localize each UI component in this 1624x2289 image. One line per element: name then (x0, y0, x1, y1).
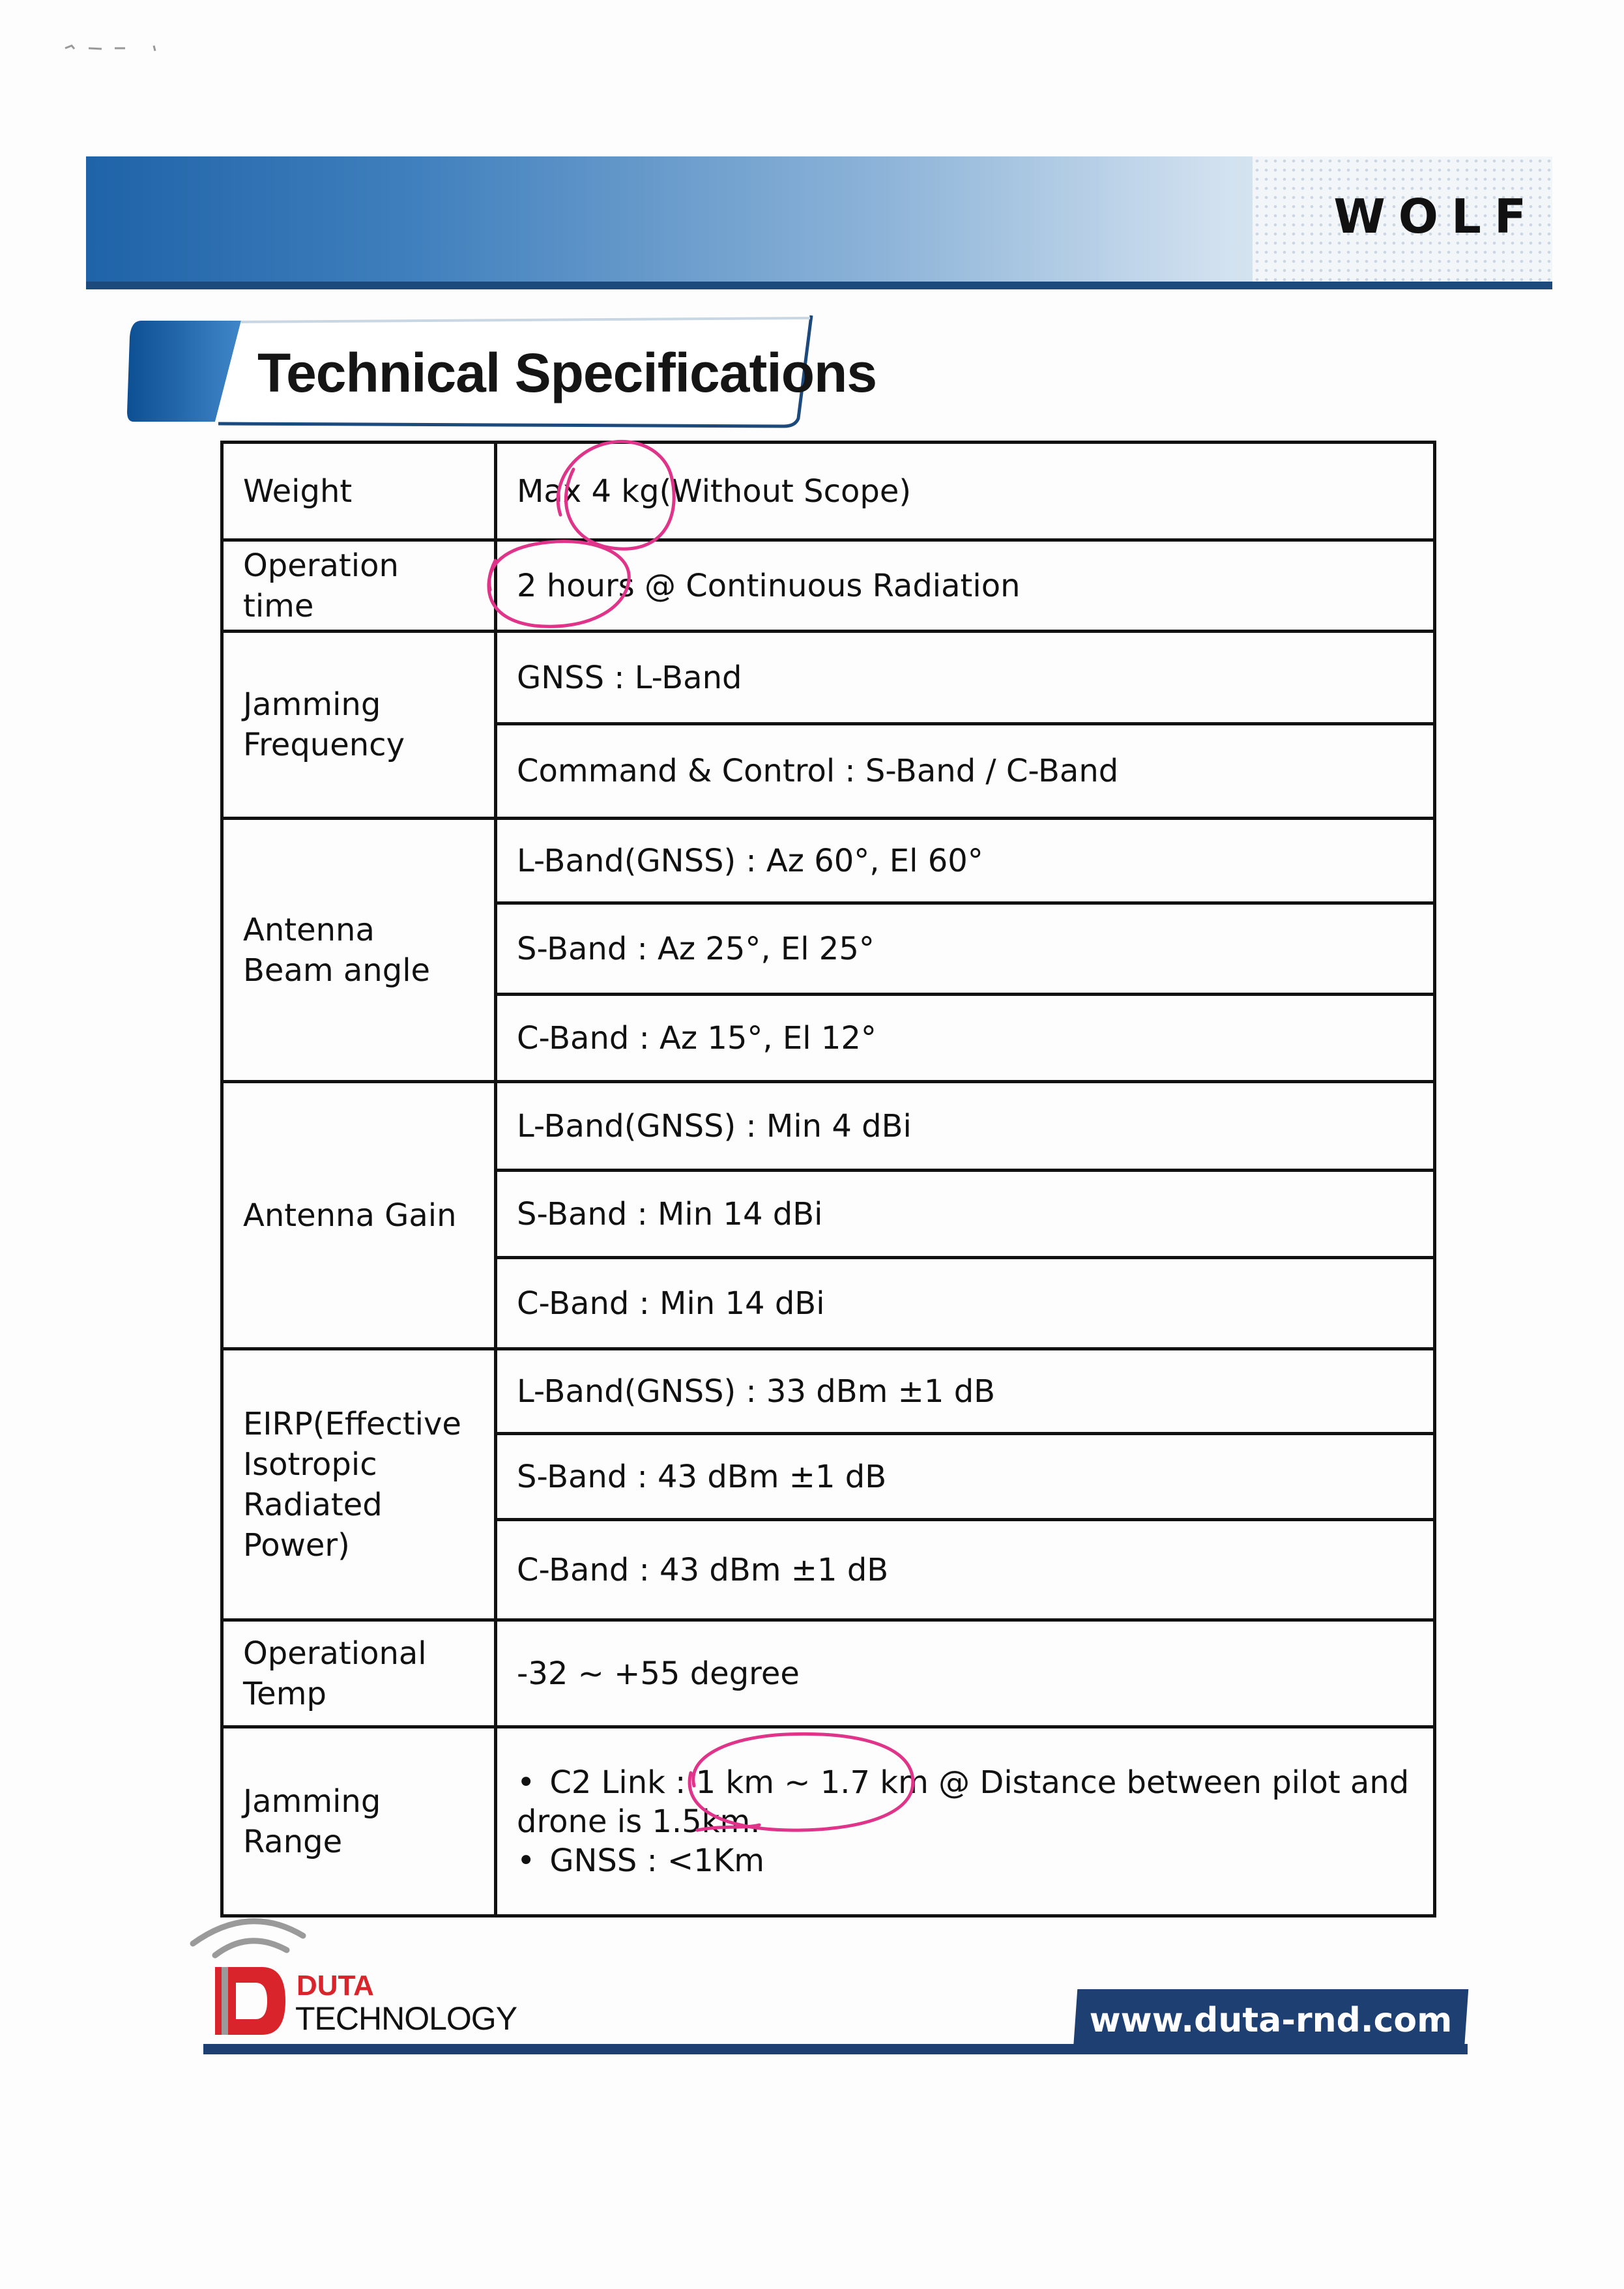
brand-title: WOLF (1333, 189, 1539, 244)
spec-value-operational-temp: -32 ~ +55 degree (496, 1620, 1435, 1727)
spec-value-eirp-l-band: L-Band(GNSS) : 33 dBm ±1 dB (496, 1349, 1435, 1434)
spec-label-operational-temp: Operational Temp (222, 1620, 496, 1727)
spec-value-jamming-frequency-gnss: GNSS : L-Band (496, 632, 1435, 724)
spec-value-eirp-s-band: S-Band : 43 dBm ±1 dB (496, 1434, 1435, 1520)
header-rule (86, 282, 1552, 289)
list-item (517, 1841, 1414, 1880)
spec-label-jamming-frequency: Jamming Frequency (222, 632, 496, 819)
section-title: Technical Specifications (257, 342, 877, 403)
table-row (222, 1727, 1435, 1916)
spec-label-eirp: EIRP(Effective Isotropic Radiated Power) (222, 1349, 496, 1620)
table-row (222, 443, 1435, 540)
spec-value-beam-l-band: L-Band(GNSS) : Az 60°, El 60° (496, 819, 1435, 903)
spec-value-jamming-range (496, 1727, 1435, 1916)
spec-value-weight: Max 4 kg(Without Scope) (496, 443, 1435, 540)
logo-brand-text: DUTA (297, 1970, 374, 2002)
footer-rule (203, 2044, 1468, 2054)
spec-value-jamming-frequency-c2: Command & Control : S-Band / C-Band (496, 724, 1435, 819)
bullet-icon: • (517, 1842, 536, 1879)
spec-value-beam-s-band: S-Band : Az 25°, El 25° (496, 903, 1435, 995)
spec-value-eirp-c-band: C-Band : 43 dBm ±1 dB (496, 1520, 1435, 1620)
spec-label-antenna-gain: Antenna Gain (222, 1082, 496, 1349)
table-row (222, 819, 1435, 903)
scan-mark (63, 40, 167, 53)
section-heading-tab (127, 314, 877, 428)
spec-value-gain-s-band: S-Band : Min 14 dBi (496, 1171, 1435, 1258)
spec-value-gain-c-band: C-Band : Min 14 dBi (496, 1258, 1435, 1349)
specifications-table (220, 441, 1436, 1917)
table-row (222, 1082, 1435, 1171)
table-row (222, 1620, 1435, 1727)
spec-label-weight: Weight (222, 443, 496, 540)
table-row (222, 1349, 1435, 1434)
spec-value-gain-l-band: L-Band(GNSS) : Min 4 dBi (496, 1082, 1435, 1171)
jamming-range-gnss-text: GNSS : <1Km (549, 1842, 765, 1879)
table-row (222, 632, 1435, 724)
list-item (517, 1763, 1414, 1841)
table-row (222, 540, 1435, 632)
spec-label-jamming-range: Jamming Range (222, 1727, 496, 1916)
website-link[interactable]: www.duta-rnd.com (1089, 2001, 1453, 2040)
spec-label-antenna-beam-angle: Antenna Beam angle (222, 819, 496, 1082)
jamming-range-list (517, 1763, 1414, 1880)
header-banner (86, 156, 1552, 287)
jamming-range-c2-text: C2 Link : 1 km ~ 1.7 km @ Distance between pilot and drone is 1.5km. (517, 1764, 1410, 1840)
spec-value-beam-c-band: C-Band : Az 15°, El 12° (496, 995, 1435, 1082)
duta-technology-logo (189, 1910, 528, 2040)
spec-label-operation-time: Operation time (222, 540, 496, 632)
bullet-icon: • (517, 1764, 536, 1801)
logo-subtitle-text: TECHNOLOGY (295, 2000, 517, 2037)
spec-value-operation-time: 2 hours @ Continuous Radiation (496, 540, 1435, 632)
